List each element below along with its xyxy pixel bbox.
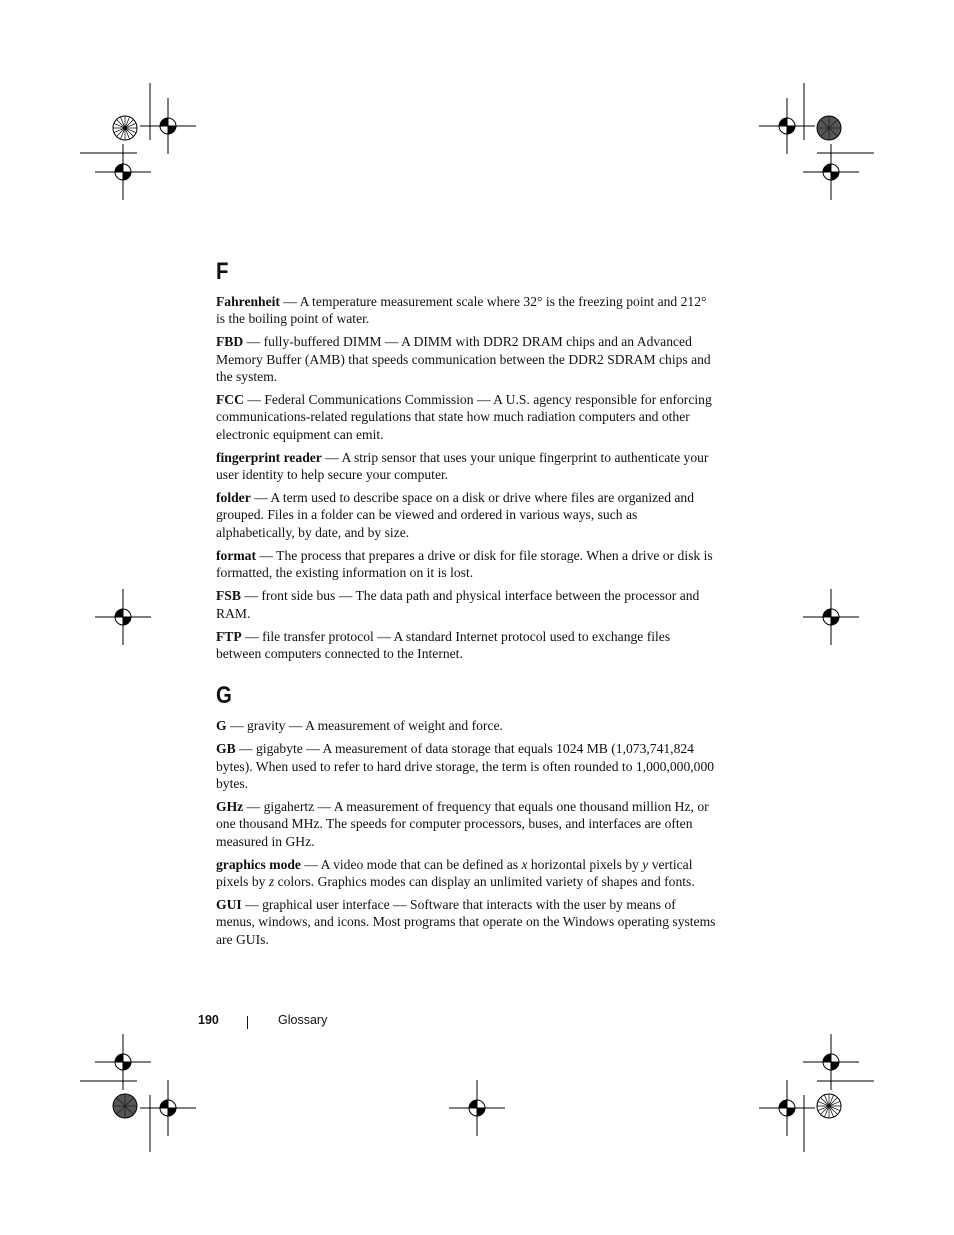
- entry-definition: — front side bus — The data path and physical interface between the processor and RAM.: [216, 588, 700, 621]
- crosshair-icon: [803, 144, 859, 200]
- footer-section-name: Glossary: [278, 1013, 328, 1027]
- entry-definition: — gravity — A measurement of weight and force.: [226, 718, 503, 734]
- crosshair-icon: [759, 1080, 815, 1136]
- entry-term: FCC: [216, 392, 244, 408]
- glossary-entry: [216, 740, 716, 792]
- entry-definition: vertical pixels by: [216, 856, 693, 889]
- glossary-entry: [216, 628, 716, 663]
- crosshair-icon: [95, 1034, 151, 1090]
- entry-term: format: [216, 547, 257, 563]
- glossary-entry: [216, 547, 716, 582]
- crosshair-icon: [140, 1080, 196, 1136]
- entry-definition: — A video mode that can be defined as: [300, 856, 522, 872]
- entry-term: Fahrenheit: [216, 294, 280, 309]
- starburst-icon: [113, 116, 137, 140]
- footer-separator: [247, 1016, 248, 1029]
- glossary-entry: [216, 391, 716, 443]
- glossary-entry: [216, 798, 716, 850]
- entry-definition: — A strip sensor that uses your unique fingerprint to authenticate your user identity to help secure your computer.: [216, 449, 709, 483]
- crosshair-icon: [759, 98, 815, 154]
- entry-term: GHz: [216, 799, 244, 814]
- entry-term: GB: [216, 741, 236, 757]
- entry-definition: — file transfer protocol — A standard Internet protocol used to exchange files between computers connected to the Internet.: [216, 628, 671, 661]
- entry-definition: — graphical user interface — Software that interacts with the user by means of menus, windows, and icons. Most programs that operate on the Windows operating systems are GUIs.: [216, 897, 716, 947]
- entry-definition: — gigahertz — A measurement of frequency that equals one thousand million Hz, or one thousand MHz. The speeds for computer processors, buses, and interfaces are often measured in GHz.: [216, 799, 709, 849]
- glossary-section-f: [216, 256, 716, 662]
- entry-definition: — fully-buffered DIMM — A DIMM with DDR2 DRAM chips and an Advanced Memory Buffer (AMB) that speeds communication between the DDR2 SDRAM chips and the system.: [216, 334, 711, 384]
- variable-z: z: [268, 873, 275, 889]
- entry-term: FTP: [216, 628, 242, 644]
- glossary-entry: [216, 489, 716, 541]
- entry-term: fingerprint reader: [216, 449, 322, 465]
- section-letter: G: [216, 682, 232, 710]
- entry-definition: colors. Graphics modes can display an unlimited variety of shapes and fonts.: [274, 873, 695, 889]
- page-number: 190: [198, 1013, 219, 1027]
- crosshair-icon: [140, 98, 196, 154]
- entry-definition: horizontal pixels by: [527, 856, 643, 872]
- crosshair-icon: [803, 1034, 859, 1090]
- starburst-icon: [817, 1094, 841, 1118]
- entry-term: GUI: [216, 897, 242, 913]
- glossary-entry: [216, 587, 716, 622]
- entry-definition: — Federal Communications Commission — A U.S. agency responsible for enforcing communications-related regulations that state how much radiation computers and other electronic equipment can emit.: [216, 392, 712, 442]
- entry-term: G: [216, 718, 227, 734]
- entry-term: folder: [216, 490, 251, 506]
- entry-term: FSB: [216, 588, 241, 604]
- glossary-entry: [216, 449, 716, 484]
- crosshair-icon: [803, 589, 859, 645]
- crosshair-icon: [449, 1080, 505, 1136]
- starburst-icon: [113, 1094, 137, 1118]
- glossary-entry: [216, 896, 716, 948]
- entry-definition: — A temperature measurement scale where 32° is the freezing point and 212° is the boiling point of water.: [216, 294, 707, 327]
- glossary-entry: [216, 856, 716, 891]
- entry-term: graphics mode: [216, 856, 301, 872]
- crosshair-icon: [95, 144, 151, 200]
- glossary-entry: [216, 717, 716, 734]
- variable-x: x: [521, 856, 528, 872]
- glossary-content: [216, 256, 716, 954]
- crosshair-icon: [95, 589, 151, 645]
- entry-definition: — A term used to describe space on a disk or drive where files are organized and grouped. Files in a folder can be viewed and ordered in various ways, such as alphabetically, by date, and by size.: [216, 490, 695, 540]
- glossary-section-g: [216, 680, 716, 948]
- entry-definition: — The process that prepares a drive or disk for file storage. When a drive or disk is formatted, the existing information on it is lost.: [216, 547, 713, 581]
- section-letter: F: [216, 258, 229, 285]
- starburst-icon: [817, 116, 841, 140]
- glossary-entry: [216, 293, 716, 328]
- glossary-entry: [216, 333, 716, 385]
- variable-y: y: [642, 856, 649, 872]
- entry-term: FBD: [216, 334, 244, 350]
- entry-definition: — gigabyte — A measurement of data storage that equals 1024 MB (1,073,741,824 bytes). When used to refer to hard drive storage, the term is often rounded to 1,000,000,000 bytes.: [216, 741, 715, 791]
